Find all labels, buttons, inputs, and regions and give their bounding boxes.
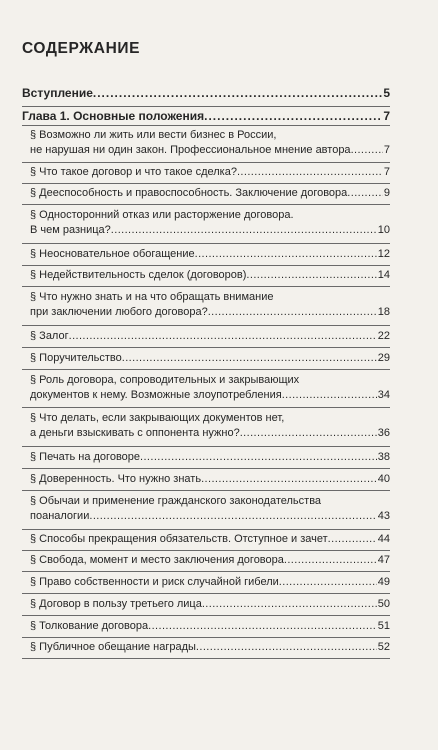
entry-text: а деньги взыскивать с оппонента нужно?	[30, 427, 240, 439]
leader-dots	[279, 575, 377, 590]
leader-dots	[201, 472, 377, 487]
divider	[22, 325, 390, 326]
toc-entry[interactable]	[22, 247, 390, 262]
entry-text: § Что делать, если закрывающих документов нет,	[30, 412, 285, 424]
toc-entry[interactable]	[22, 575, 390, 590]
entry-page: 9	[383, 187, 390, 199]
entry-text: § Роль договора, сопроводительных и закрывающих	[30, 374, 300, 386]
toc-entry-chapter-1[interactable]	[22, 109, 390, 124]
divider	[22, 183, 390, 184]
entry-page: 40	[377, 473, 390, 485]
entry-text: В чем разница?	[30, 224, 111, 236]
entry-text: при заключении любого договора?	[30, 306, 208, 318]
leader-dots	[240, 426, 377, 441]
toc-entry[interactable]	[22, 411, 390, 441]
entry-page: 34	[377, 389, 390, 401]
divider	[22, 593, 390, 594]
entry-page: 47	[377, 554, 390, 566]
leader-dots	[347, 186, 383, 201]
entry-page: 38	[377, 451, 390, 463]
divider	[22, 615, 390, 616]
toc-entry[interactable]	[22, 128, 390, 158]
entry-text: § Дееспособность и правоспособность. Заключение договора	[30, 187, 348, 199]
entry-text: § Право собственности и риск случайной гибели	[30, 576, 279, 588]
divider	[22, 658, 390, 659]
divider	[22, 468, 390, 469]
toc-entry-intro[interactable]	[22, 86, 390, 101]
entry-text: Вступление	[22, 86, 93, 100]
leader-dots	[351, 143, 383, 158]
divider	[22, 637, 390, 638]
toc-entry[interactable]	[22, 472, 390, 487]
entry-text: § Возможно ли жить или вести бизнес в России,	[30, 129, 277, 141]
entry-text: § Публичное обещание награды	[30, 641, 196, 653]
leader-dots	[140, 450, 377, 465]
divider	[22, 550, 390, 551]
entry-text: § Залог	[30, 330, 69, 342]
entry-page: 52	[377, 641, 390, 653]
toc-entry[interactable]	[22, 373, 390, 403]
toc-entry[interactable]	[22, 208, 390, 238]
toc-entry[interactable]	[22, 165, 390, 180]
divider	[22, 106, 390, 107]
entry-page: 14	[377, 269, 390, 281]
leader-dots	[111, 223, 377, 238]
leader-dots	[148, 619, 377, 634]
entry-page: 29	[377, 352, 390, 364]
entry-page: 10	[377, 224, 390, 236]
leader-dots	[195, 247, 377, 262]
divider	[22, 204, 390, 205]
entry-page: 36	[377, 427, 390, 439]
entry-page: 5	[383, 86, 390, 100]
entry-text: § Обычаи и применение гражданского законодательства	[30, 495, 322, 507]
entry-page: 43	[377, 510, 390, 522]
divider	[22, 347, 390, 348]
divider	[22, 490, 390, 491]
entry-page: 7	[383, 166, 390, 178]
entry-page: 49	[377, 576, 390, 588]
entry-page: 51	[377, 620, 390, 632]
entry-text: § Неосновательное обогащение	[30, 248, 195, 260]
entry-page: 7	[383, 144, 390, 156]
leader-dots	[208, 305, 377, 320]
entry-page: 7	[383, 109, 390, 123]
entry-page: 18	[377, 306, 390, 318]
leader-dots	[328, 532, 377, 547]
leader-dots	[246, 268, 376, 283]
divider	[22, 571, 390, 572]
toc-entry[interactable]	[22, 553, 390, 568]
toc-entry[interactable]	[22, 494, 390, 524]
divider	[22, 446, 390, 447]
toc-entry[interactable]	[22, 329, 390, 344]
toc-entry[interactable]	[22, 290, 390, 320]
entry-page: 22	[377, 330, 390, 342]
entry-text: поаналогии	[30, 510, 90, 522]
leader-dots	[284, 553, 377, 568]
toc-entry[interactable]	[22, 619, 390, 634]
entry-page: 50	[377, 598, 390, 610]
leader-dots	[202, 597, 377, 612]
entry-text: Глава 1. Основные положения	[22, 109, 205, 123]
divider	[22, 286, 390, 287]
leader-dots	[89, 509, 376, 524]
entry-text: документов к нему. Возможные злоупотребления	[30, 389, 282, 401]
divider	[22, 369, 390, 370]
toc-entry[interactable]	[22, 351, 390, 366]
entry-text: § Доверенность. Что нужно знать	[30, 473, 202, 485]
divider	[22, 407, 390, 408]
entry-text: § Что такое договор и что такое сделка?	[30, 166, 237, 178]
entry-text: § Свобода, момент и место заключения договора	[30, 554, 284, 566]
entry-text: § Способы прекращения обязательств. Отступное и зачет	[30, 533, 328, 545]
leader-dots	[282, 388, 377, 403]
entry-page: 44	[377, 533, 390, 545]
divider	[22, 529, 390, 530]
entry-text: § Что нужно знать и на что обращать внимание	[30, 291, 274, 303]
divider	[22, 243, 390, 244]
leader-dots	[204, 109, 382, 124]
entry-page: 12	[377, 248, 390, 260]
toc-entry[interactable]	[22, 186, 390, 201]
toc-entry[interactable]	[22, 532, 390, 547]
entry-text: § Договор в пользу третьего лица	[30, 598, 202, 610]
leader-dots	[237, 165, 383, 180]
toc-entry[interactable]	[22, 640, 390, 655]
page-title: СОДЕРЖАНИЕ	[22, 40, 141, 57]
leader-dots	[93, 86, 382, 101]
entry-text: § Односторонний отказ или расторжение договора.	[30, 209, 294, 221]
leader-dots	[122, 351, 377, 366]
entry-text: § Недействительность сделок (договоров)	[30, 269, 247, 281]
leader-dots	[196, 640, 377, 655]
divider	[22, 125, 390, 126]
leader-dots	[69, 329, 377, 344]
divider	[22, 265, 390, 266]
entry-text: § Печать на договоре	[30, 451, 141, 463]
entry-text: § Толкование договора	[30, 620, 149, 632]
toc-entry[interactable]	[22, 268, 390, 283]
toc-entry[interactable]	[22, 597, 390, 612]
divider	[22, 162, 390, 163]
toc-entry[interactable]	[22, 450, 390, 465]
entry-text: § Поручительство	[30, 352, 122, 364]
entry-text: не нарушая ни один закон. Профессиональное мнение автора	[30, 144, 351, 156]
